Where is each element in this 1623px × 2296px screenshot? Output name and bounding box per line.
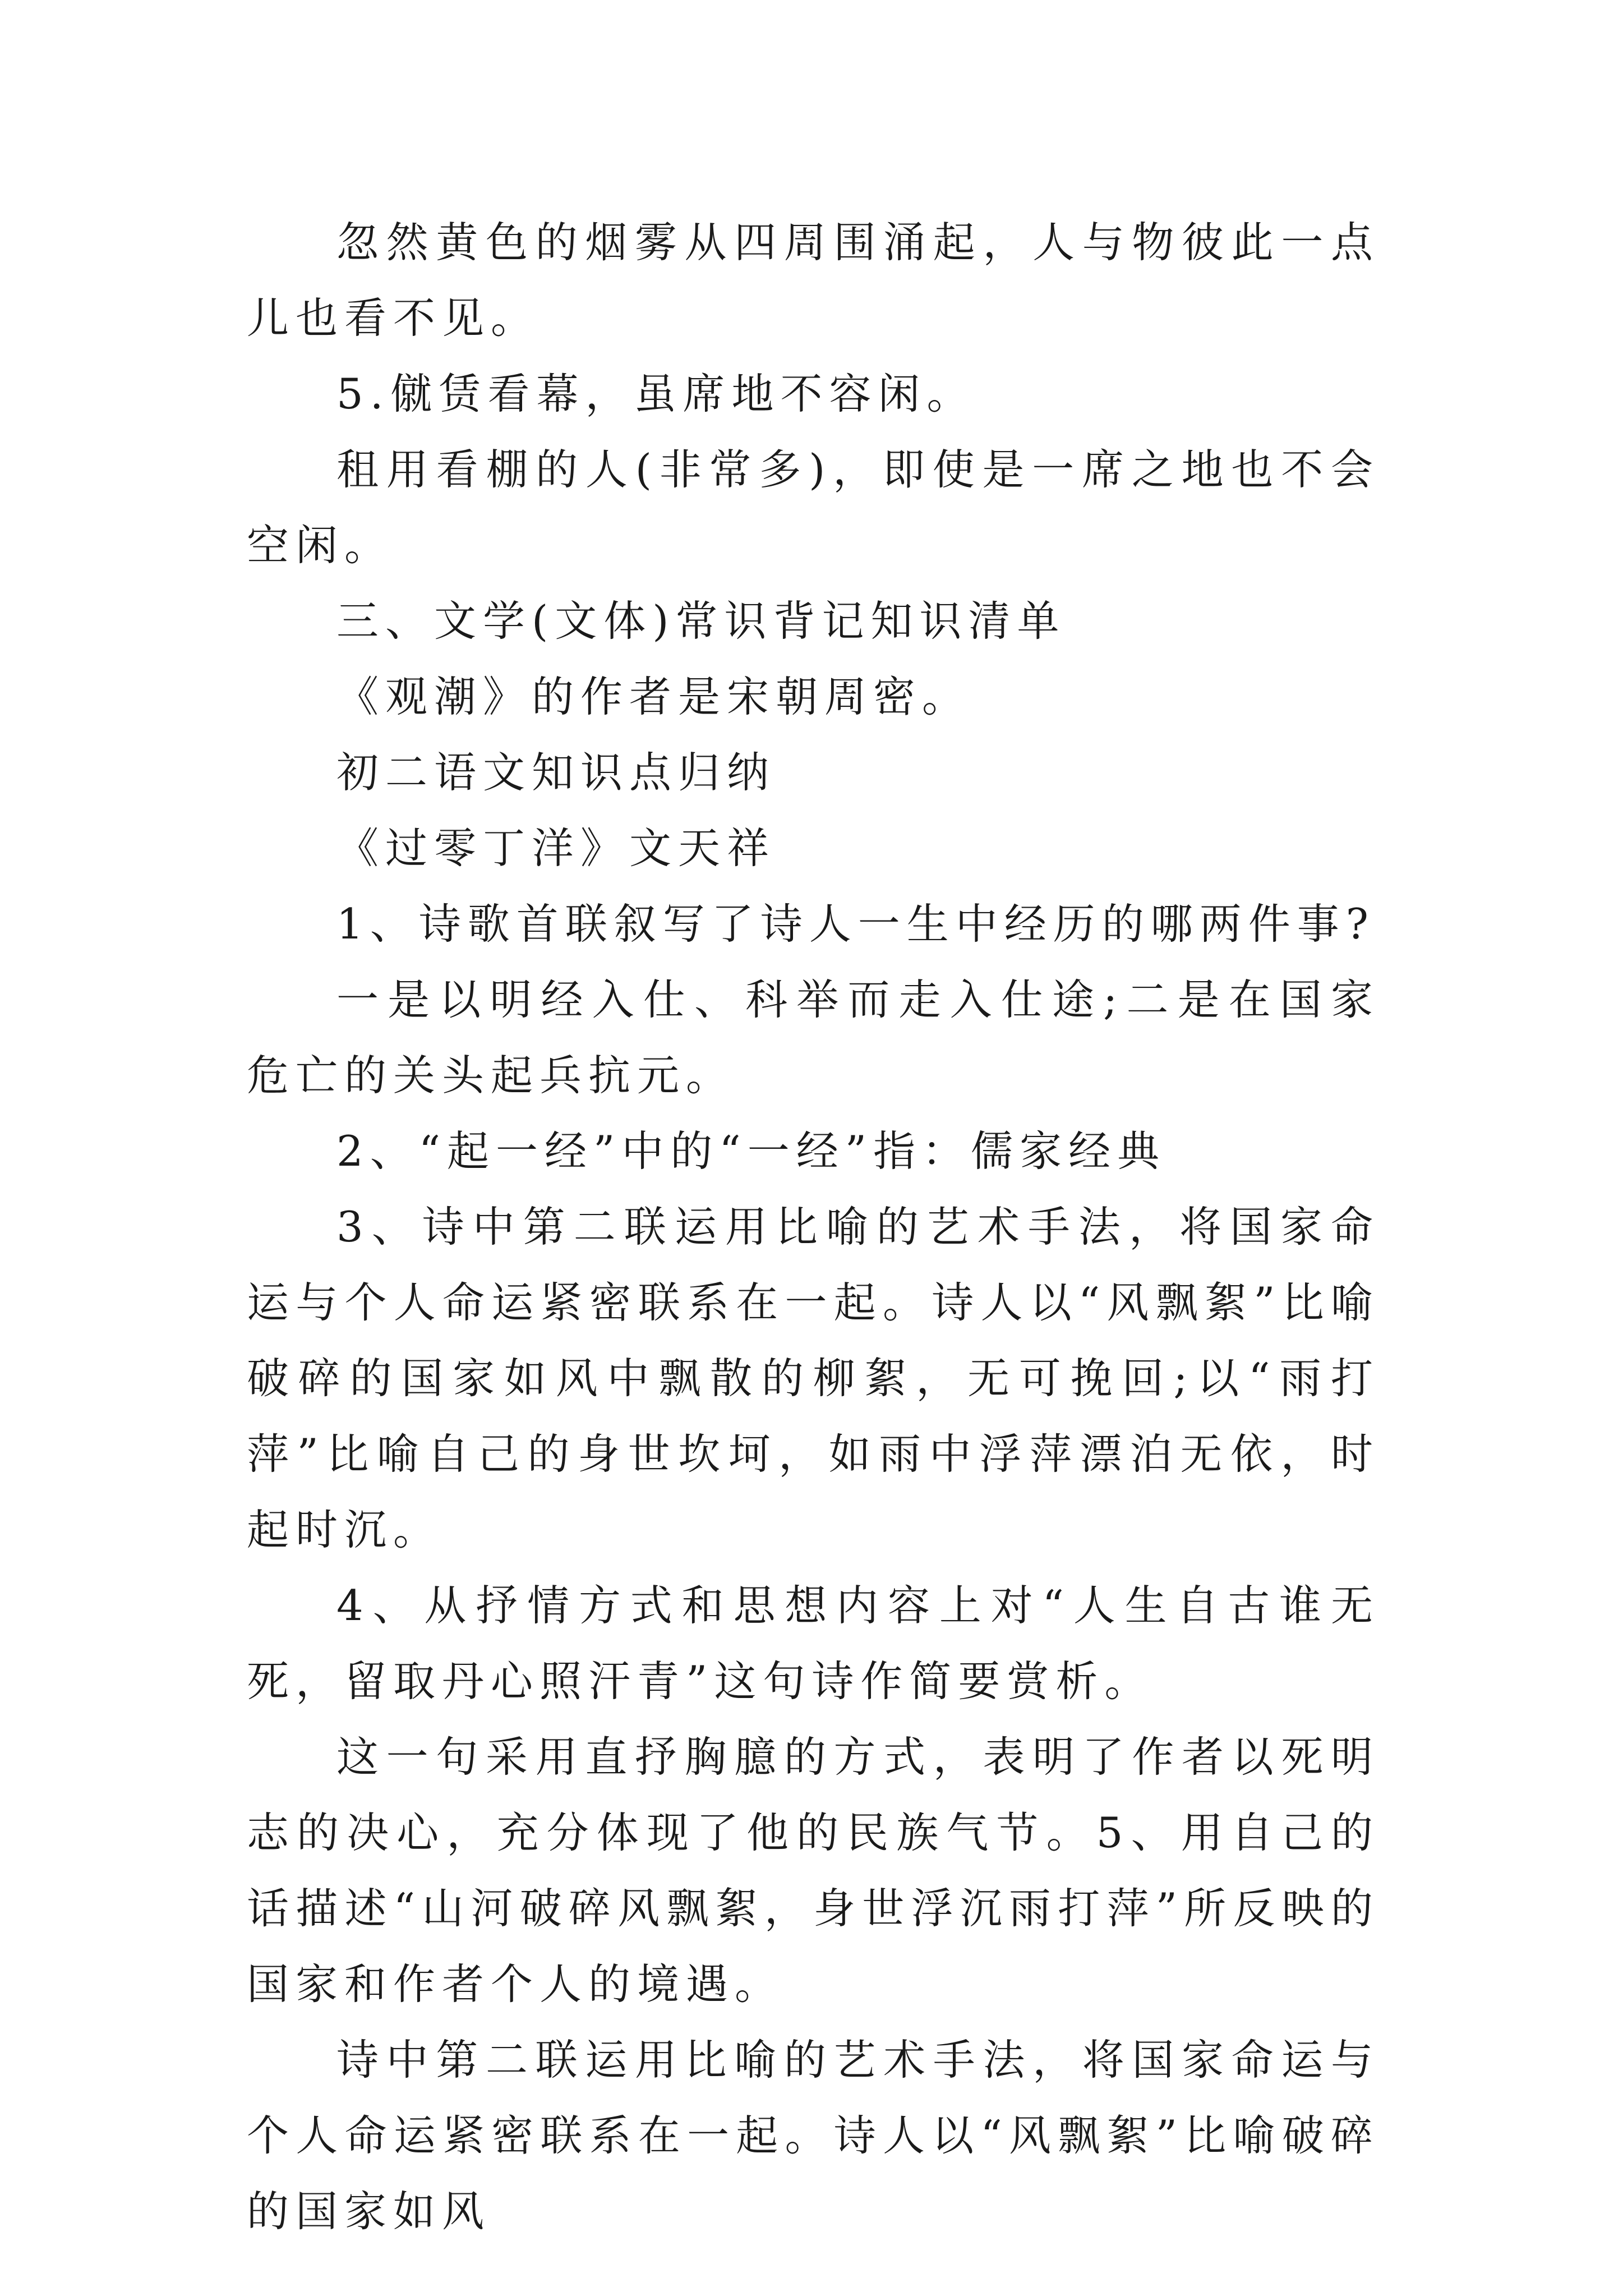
answer-4: 这一句采用直抒胸臆的方式，表明了作者以死明志的决心，充分体现了他的民族气节。5、用自己的话描述“山河破碎风飘絮，身世浮沉雨打萍”所反映的国家和作者个人的境遇。 (247, 1732, 1380, 2009)
question-3: 3、诗中第二联运用比喻的艺术手法，将国家命运与个人命运紧密联系在一起。诗人以“风飘絮”比喻破碎的国家如风中飘散的柳絮，无可挽回;以“雨打萍”比喻自己的身世坎坷，如雨中浮萍漂泊无依，时起时沉。 (247, 1202, 1380, 1554)
poem-title: 《过零丁洋》文天祥 (336, 823, 776, 873)
paragraph-author: 《观潮》的作者是宋朝周密。 (336, 672, 971, 721)
paragraph-quote-5: 5.僦赁看幕，虽席地不容闲。 (336, 369, 976, 418)
paragraph-translation-5: 租用看棚的人(非常多)，即使是一席之地也不会空闲。 (247, 445, 1380, 570)
answer-1: 一是以明经入仕、科举而走入仕途;二是在国家危亡的关头起兵抗元。 (247, 975, 1380, 1100)
paragraph-smoke: 忽然黄色的烟雾从四周围涌起，人与物彼此一点儿也看不见。 (247, 218, 1380, 343)
answer-5: 诗中第二联运用比喻的艺术手法，将国家命运与个人命运紧密联系在一起。诗人以“风飘絮”比喻破碎的国家如风 (247, 2035, 1380, 2236)
section-heading-grade2: 初二语文知识点归纳 (336, 748, 776, 797)
section-heading-literature: 三、文学(文体)常识背记知识清单 (336, 596, 1066, 646)
question-4: 4、从抒情方式和思想内容上对“人生自古谁无死，留取丹心照汗青”这句诗作简要赏析。 (247, 1581, 1380, 1706)
document-body (247, 205, 1380, 2249)
question-2: 2、“起一经”中的“一经”指：儒家经典 (336, 1126, 1166, 1176)
question-1: 1、诗歌首联叙写了诗人一生中经历的哪两件事? (336, 899, 1375, 949)
